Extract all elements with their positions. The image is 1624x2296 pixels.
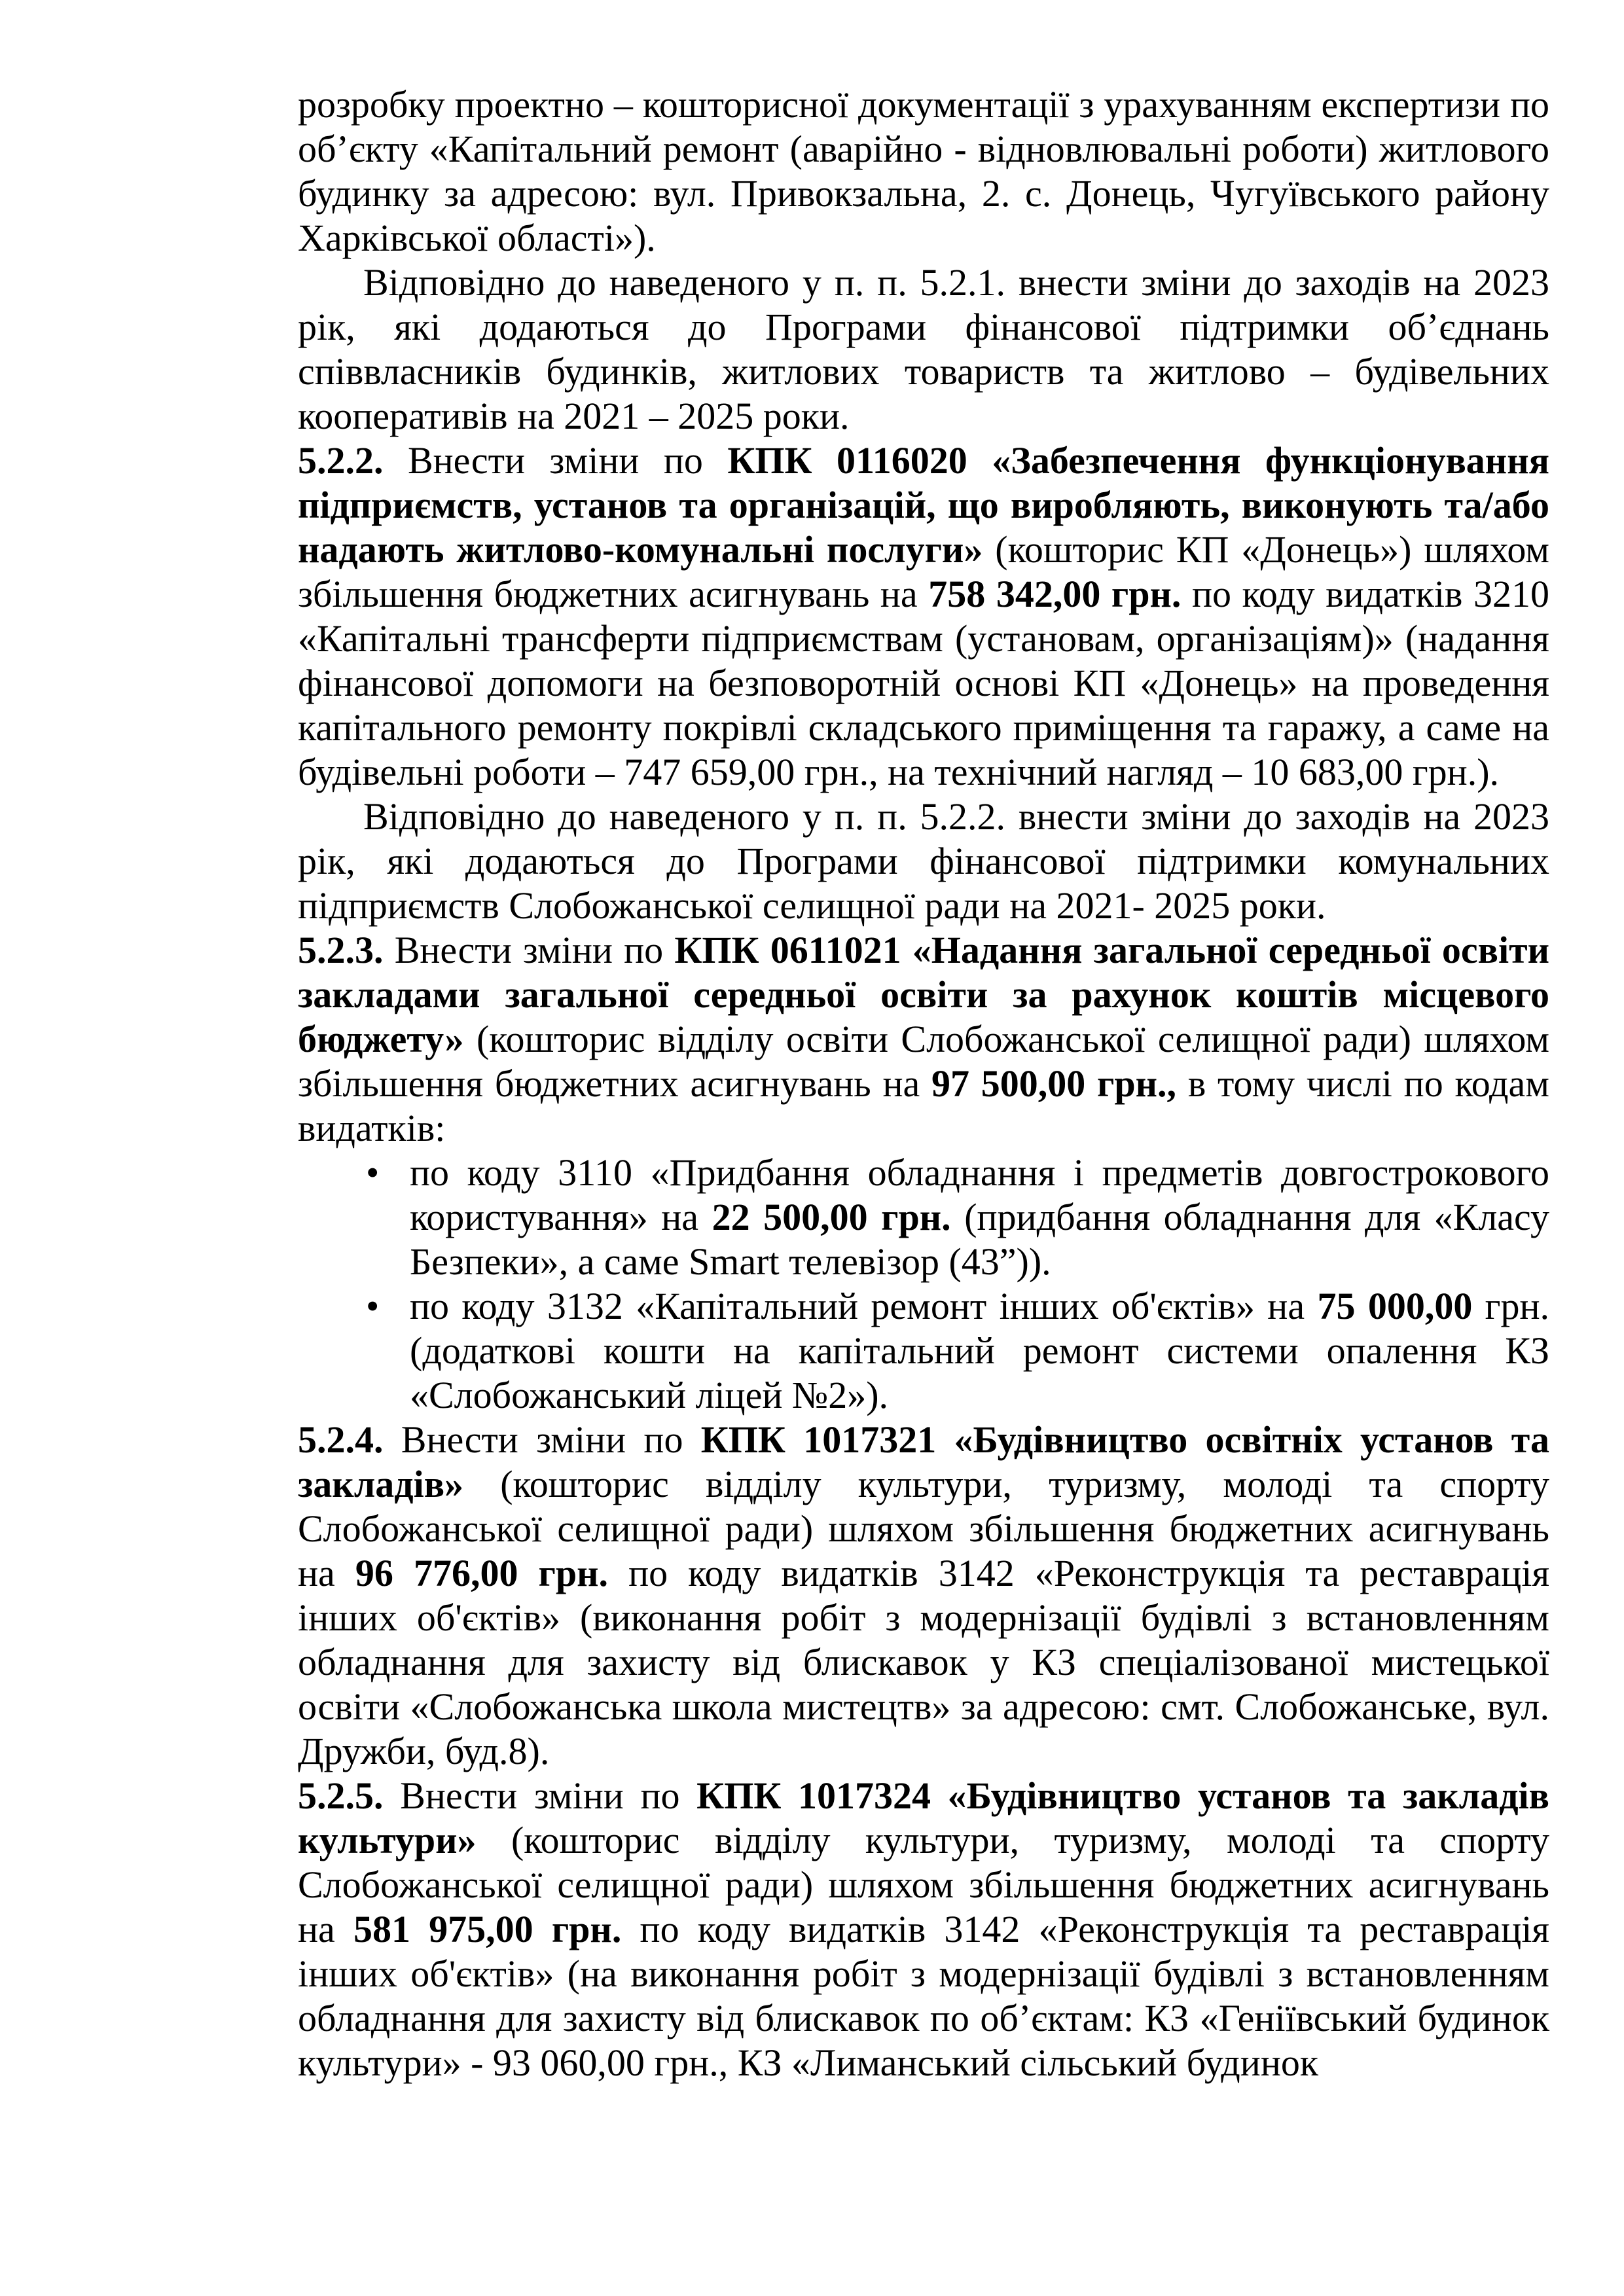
text-run: (кошторис відділу культури, туризму, молоді та спорту Слобожанської селищної ради) шляхом збільшення бюджетних асигнувань на	[298, 1463, 1549, 1594]
text-run: по коду видатків 3142 «Реконструкція та реставрація інших об'єктів» (на виконання робіт з модернізації будівлі з встановленням обладнання для захисту від блискавок по об’єктам: КЗ «Геніївський будинок культури» - 93 060,00 грн., КЗ «Лиманський сільський будинок	[298, 1908, 1549, 2084]
section-number: 5.2.2.	[298, 439, 384, 482]
text-run: в тому числі по кодам видатків:	[298, 1062, 1550, 1149]
text-run: розробку проектно – кошторисної документації з урахуванням експертизи по об’єкту «Капітальний ремонт (аварійно - відновлювальні роботи) житлового будинку за адресою: вул. Привокзальна, 2. с. Донець, Чугуївського району Харківської області»).	[298, 83, 1549, 259]
text-run: Відповідно до наведеного у п. п. 5.2.2. внести зміни до заходів на 2023 рік, які додаються до Програми фінансової підтримки комунальних підприємств Слобожанської селищної ради на 2021- 2025 роки.	[298, 795, 1549, 927]
text-run: (кошторис відділу культури, туризму, молоді та спорту Слобожанської селищної ради) шляхом збільшення бюджетних асигнувань на	[298, 1819, 1549, 1950]
program-code-title: КПК 0116020 «Забезпечення функціонування підприємств, установ та організацій, що виробляють, виконують та/або надають житлово-комунальні послуги»	[298, 439, 1549, 571]
text-run: Внести зміни по	[383, 1774, 697, 1817]
paragraph-ref-5-2-2	[298, 795, 1549, 928]
text-run: Відповідно до наведеного у п. п. 5.2.1. внести зміни до заходів на 2023 рік, які додаються до Програми фінансової підтримки об’єднань співвласників будинків, житлових товариств та житлово – будівельних кооперативів на 2021 – 2025 роки.	[298, 261, 1549, 437]
text-run: (кошторис відділу освіти Слобожанської селищної ради) шляхом збільшення бюджетних асигнувань на	[298, 1018, 1549, 1105]
text-run: (придбання обладнання для «Класу Безпеки», а саме Smart телевізор (43”)).	[410, 1196, 1550, 1283]
amount-value: 97 500,00 грн.,	[931, 1062, 1177, 1105]
amount-value: 22 500,00 грн.	[712, 1196, 951, 1238]
section-number: 5.2.3.	[298, 929, 384, 971]
paragraph-ref-5-2-1	[298, 260, 1549, 439]
text-run: по коду видатків 3210 «Капітальні трансферти підприємствам (установам, організаціям)» (надання фінансової допомоги на безповоротній основі КП «Донець» на проведення капітального ремонту покрівлі складського приміщення та гаражу, а саме на будівельні роботи – 747 659,00 грн., на технічний нагляд – 10 683,00 грн.).	[298, 573, 1549, 793]
expense-codes-list	[298, 1151, 1549, 1418]
text-run: грн.(додаткові кошти на капітальний ремонт системи опалення КЗ «Слобожанський ліцей №2»).	[410, 1285, 1549, 1416]
section-number: 5.2.5.	[298, 1774, 384, 1817]
program-code-title: КПК 1017324 «Будівництво установ та закладів культури»	[298, 1774, 1549, 1861]
text-run: Внести зміни по	[383, 1418, 701, 1461]
amount-value: 96 776,00 грн.	[355, 1552, 609, 1594]
section-number: 5.2.4.	[298, 1418, 384, 1461]
program-code-title: КПК 0611021 «Надання загальної середньої освіти закладами загальної середньої освіти за рахунок коштів місцевого бюджету»	[298, 929, 1549, 1060]
bullet-icon: •	[366, 1151, 380, 1194]
paragraph-continuation	[298, 82, 1549, 260]
section-5-2-5	[298, 1774, 1549, 2085]
text-content	[298, 82, 1549, 2085]
bullet-item-code-3110	[298, 1151, 1549, 1284]
text-run: по коду 3110 «Придбання обладнання і предметів довгострокового користування» на	[410, 1151, 1549, 1238]
bullet-icon: •	[366, 1285, 380, 1327]
bullet-item-code-3132	[298, 1284, 1549, 1418]
amount-value: 75 000,00	[1317, 1285, 1473, 1327]
section-5-2-3	[298, 928, 1549, 1151]
text-run: по коду 3132 «Капітальний ремонт інших об'єктів» на	[410, 1285, 1318, 1327]
text-run: (кошторис КП «Донець») шляхом збільшення бюджетних асигнувань на	[298, 528, 1550, 615]
text-run: Внести зміни по	[383, 439, 728, 482]
section-5-2-4	[298, 1418, 1549, 1774]
amount-value: 581 975,00 грн.	[353, 1908, 622, 1950]
text-run: по коду видатків 3142 «Реконструкція та реставрація інших об'єктів» (виконання робіт з модернізації будівлі з встановленням обладнання для захисту від блискавок у КЗ спеціалізованої мистецької освіти «Слобожанська школа мистецтв» за адресою: смт. Слобожанське, вул. Дружби, буд.8).	[298, 1552, 1549, 1772]
program-code-title: КПК 1017321 «Будівництво освітніх установ та закладів»	[298, 1418, 1549, 1505]
text-run: Внести зміни по	[383, 929, 675, 971]
section-5-2-2	[298, 439, 1549, 795]
amount-value: 758 342,00 грн.	[928, 573, 1182, 615]
